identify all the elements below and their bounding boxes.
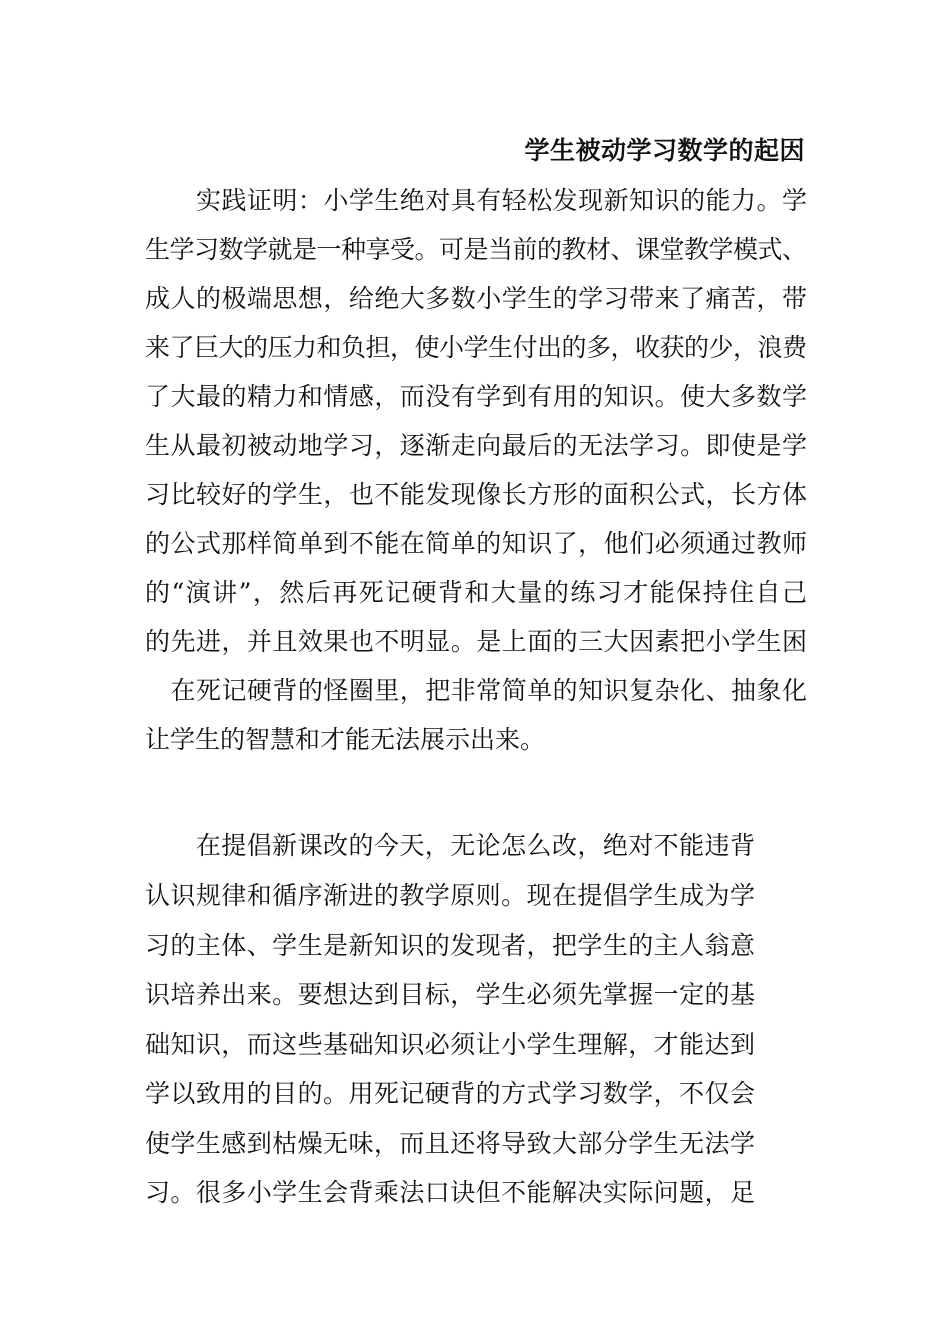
text-line: 了大最的精力和情感，而没有学到有用的知识。使大多数学 [145,382,808,411]
text-line: 习比较好的学生，也不能发现像长方形的面积公式，长方体 [145,480,808,509]
text-line: 的先进，并且效果也不明显。是上面的三大因素把小学生困 [145,627,808,656]
text-line: 习。很多小学生会背乘法口诀但不能解决实际问题，足 [145,1178,756,1207]
text-line: 在死记硬背的怪圈里，把非常简单的知识复杂化、抽象化 [145,676,808,705]
text-line: 认识规律和循序渐进的教学原则。现在提倡学生成为学 [145,881,756,910]
text-line: 生从最初被动地学习，逐渐走向最后的无法学习。即使是学 [145,431,808,460]
text-line: 实践证明：小学生绝对具有轻松发现新知识的能力。学 [145,186,808,215]
text-line: 础知识，而这些基础知识必须让小学生理解，才能达到 [145,1030,756,1059]
text-line: 让学生的智慧和才能无法展示出来。 [145,725,546,754]
text-line: 的公式那样简单到不能在简单的知识了，他们必须通过教师 [145,529,808,558]
document-title: 学生被动学习数学的起因 [524,136,805,165]
text-line: 识培养出来。要想达到目标，学生必须先掌握一定的基 [145,980,756,1009]
text-line: 生学习数学就是一种享受。可是当前的教材、课堂教学模式、 [145,235,807,264]
text-line: 成人的极端思想，给绝大多数小学生的学习带来了痛苦，带 [145,284,808,313]
text-line: 学以致用的目的。用死记硬背的方式学习数学，不仅会 [145,1079,756,1108]
text-line: 来了巨大的压力和负担，使小学生付出的多，收获的少，浪费 [145,333,807,362]
text-line: 习的主体、学生是新知识的发现者，把学生的主人翁意 [145,931,756,960]
text-line: 使学生感到枯燥无味，而且还将导致大部分学生无法学 [145,1129,756,1158]
text-line: 在提倡新课改的今天，无论怎么改，绝对不能违背 [145,831,756,860]
text-line: 的“演讲”，然后再死记硬背和大量的练习才能保持住自己 [145,578,809,607]
